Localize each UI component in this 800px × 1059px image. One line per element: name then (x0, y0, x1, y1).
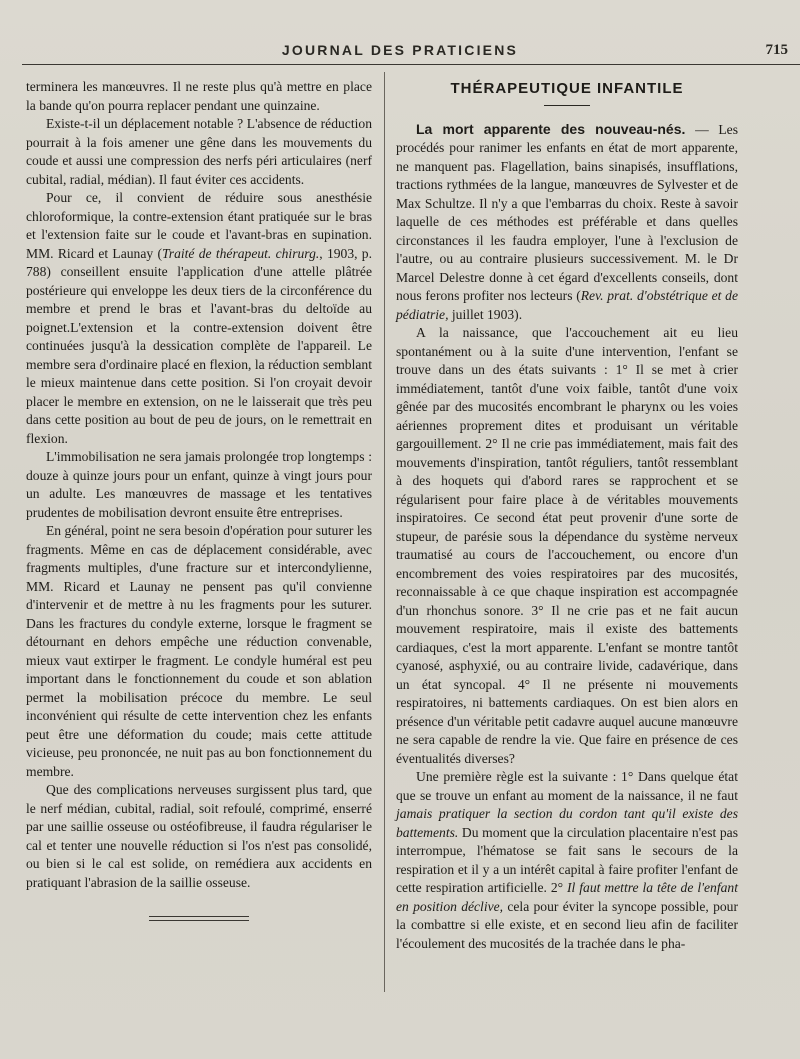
paragraph: A la naissance, que l'accouchement ait eu lieu spontanément ou à la suite d'une intervention, l'enfant se trouve dans un des états suivants : 1° Il se met à crier immédiatement, tantôt d'une voix faible, tantôt d'une voix gênée par des mucosités encombrant le pharynx ou les voies aériennes proprement dites et produisant un véritable gargouillement. 2° Il ne crie pas immédiatement, mais fait des mouvements d'inspiration, tantôt réguliers, tantôt ressemblant à des hoquets qui d'abord rares se rapprochent et se régularisent pour faire place à de véritables mouvements inspiratoires. Ce second état peut provenir d'une sorte de stupeur, de parésie sous la dépendance du système nerveux traumatisé au cours de l'accouchement, ou encore d'un encombrement des voies respiratoires par des mucosités, reconnaissable à ce que chaque inspiration est accompagnée d'un rhonchus sonore. 3° Il ne crie pas et ne fait aucun mouvement respiratoire, mais il existe des battements cardiaques, c'est la mort apparente. L'enfant se montre tantôt cyanosé, asphyxié, ou au contraire livide, cadavérique, dans un état syncopal. 4° Il ne présente ni mouvements respiratoires, ni battements cardiaques. On est bien alors en présence d'un véritable petit cadavre auquel aucune manœuvre ne sera capable de rendre la vie. Que faire en présence de ces éventualités diverses? (396, 325, 738, 766)
text-run: Une première règle est la suivante : 1° Dans quelque état que se trouve un enfant au moment de la naissance, il ne faut (396, 769, 738, 803)
paragraph: Existe-t-il un déplacement notable ? L'absence de réduction pourrait à la fois amener une gêne dans les mouvements du coude et aussi une compression des nerfs péri articulaires (nerf cubital, radial, médian). Il faut éviter ces accidents. (26, 116, 372, 187)
left-column (26, 78, 372, 921)
emphasis: Il faut mettre la tête de l'enfant en position déclive, (396, 880, 738, 914)
paragraph: terminera les manœuvres. Il ne reste plus qu'à mettre en place la bande qu'on pourra replacer pendant une quinzaine. (26, 79, 372, 113)
paragraph (26, 189, 372, 448)
text-run: Du moment que la circulation placentaire n'est pas interrompue, l'hématose se fait sans le secours de la respiration et il y a un intérêt capital à faire profiter l'enfant de cette respiration artificielle. 2° (396, 824, 738, 895)
emphasis: jamais pratiquer la section du cordon tant qu'il existe des battements. (396, 806, 738, 840)
text-run: Pour ce, il convient de réduire sous anesthésie chloroformique, la contre-extension étant pratiquée sur le bras et l'extension faite sur le coude et l'avant-bras en supination. MM. Ricard et Launay ( (26, 190, 372, 261)
paragraph: L'immobilisation ne sera jamais prolongée trop longtemps : douze à quinze jours pour un enfant, quinze à vingt jours pour un adulte. Les manœuvres de massage et les tentatives prudentes de mobilisation devront ensuite être entreprises. (26, 449, 372, 520)
article-lead-title: La mort apparente des nouveau-nés. (416, 120, 686, 137)
page-number: 715 (765, 42, 788, 58)
running-header (0, 40, 800, 64)
article-end-rule (149, 916, 249, 921)
paragraph (396, 768, 738, 953)
journal-title: JOURNAL DES PRATICIENS (281, 42, 519, 58)
right-column (396, 78, 738, 953)
text-run: cela pour éviter la syncope possible, pour la combattre si elle existe, et en second lieu afin de faciliter l'écoulement des mucosités de la trachée dans le pha- (396, 898, 738, 951)
citation: Traité de thérapeut. chirurg. (161, 245, 320, 261)
section-title: THÉRAPEUTIQUE INFANTILE (450, 80, 684, 97)
text-run: , 1903, p. 788) conseillent ensuite l'application d'une attelle plâtrée postérieure qui enveloppe les deux tiers de la circonférence du membre et prend le bras et l'avant-bras du deltoïde au poignet.L'extension et la contre-extension doivent être continuées jusqu'à la dessication complète de l'appareil. Le membre sera d'ordinaire placé en flexion, la réduction semblant le mieux maintenue dans cette position. Si l'on croyait devoir placer le membre en extension, on ne le laisserait que très peu dans cette position au bout de peu de jours, on le remettrait en flexion. (26, 245, 372, 446)
citation: Rev. prat. d'obstétrique et de pédiatrie, (396, 288, 738, 322)
paragraph: En général, point ne sera besoin d'opération pour suturer les fragments. Même en cas de déplacement considérable, avec fragments multiples, d'une fracture sur et intercondylienne, MM. Ricard et Launay ne pensent pas qu'il convienne d'intervenir et de mettre à nu les fragments pour les suturer. Dans les fractures du condyle externe, lorsque le fragment se détournant en dehors empêche une réduction convenable, mieux vaut extirper le fragment. Le condyle huméral est peu important dans le fonctionnement du coude et son ablation permet la mobilisation précoce du membre. Le seul inconvénient qui résulte de cette intervention chez les enfants peut être une déformation du coude; mais cette attitude vicieuse, peu prononcée, ne nuit pas au bon fonctionnement du membre. (26, 523, 372, 779)
header-rule (22, 64, 800, 65)
paragraph: Que des complications nerveuses surgissent plus tard, que le nerf médian, cubital, radial, soit refoulé, comprimé, enserré par une saillie osseuse ou ostéofibreuse, il faudra régulariser le cal et tenter une nouvelle réduction si l'os n'est pas consolidé, ou bien si le cal est solide, on remédiera aux accidents en pratiquant l'abrasion de la saillie osseuse. (26, 782, 372, 890)
text-run: — Les procédés pour ranimer les enfants en état de mort apparente, ne manquent pas. Flagellation, bains sinapisés, insufflations, tractions rythmées de la langue, manœuvres de Sylvester et de Max Schultze. Il n'y a que l'embarras du choix. Reste à savoir laquelle de ces méthodes est préférable et dans quelles circonstances il les faudra employer, l'une à l'exclusion de l'autre, ou au contraire plusieurs successivement. M. le Dr Marcel Delestre donne à cet égard d'excellents conseils, dont nous ferons profiter nos lecteurs ( (396, 121, 738, 303)
section-title-rule (544, 105, 590, 106)
text-run: juillet 1903). (448, 306, 523, 322)
paragraph (396, 120, 738, 325)
column-divider (384, 72, 385, 992)
